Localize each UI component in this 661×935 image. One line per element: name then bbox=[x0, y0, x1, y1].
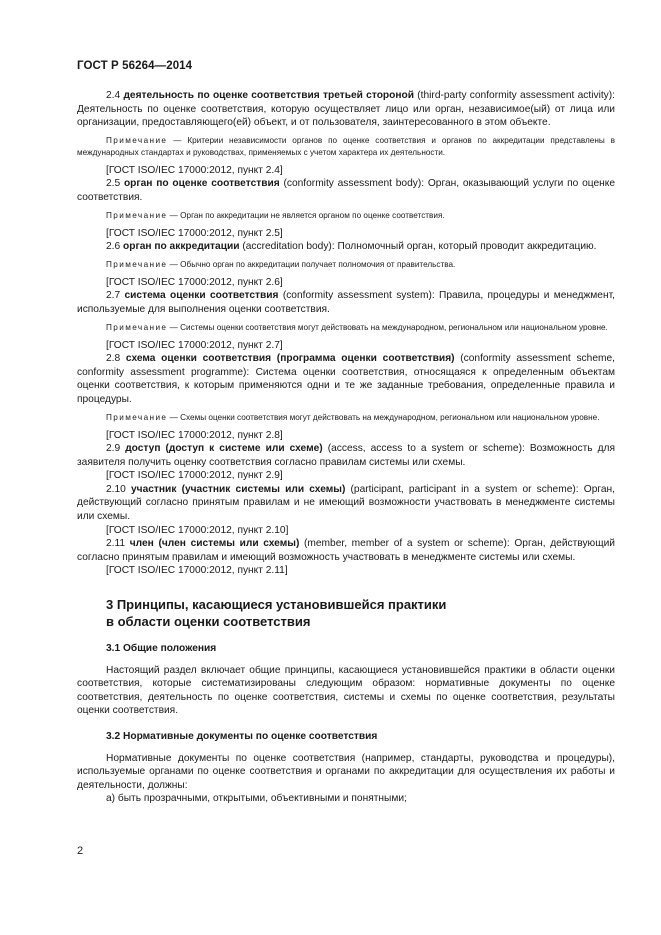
definition-english-term: (member, member of a system or scheme): bbox=[304, 538, 510, 550]
subsection-3-1-title: 3.1 Общие положения bbox=[106, 643, 217, 655]
source-reference: [ГОСТ ISO/IEC 17000:2012, пункт 2.7] bbox=[106, 339, 283, 351]
note: Примечание — Системы оценки соответствия могут действовать на международном, региональном или национальном уровне. bbox=[106, 322, 608, 332]
note-label: Примечание bbox=[106, 322, 168, 332]
section-3-title-line2: в области оценки соответствия bbox=[106, 614, 311, 630]
definition-number: 2.9 bbox=[106, 443, 121, 455]
definition-number: 2.6 bbox=[106, 241, 121, 253]
definition-english-term: (third-party conformity assessment activity): bbox=[417, 90, 615, 101]
source-reference: [ГОСТ ISO/IEC 17000:2012, пункт 2.5] bbox=[106, 227, 283, 239]
note-label: Примечание bbox=[106, 412, 168, 422]
definition-text: Правила, процедуры и менеджмент, используемые для выполнения оценки соответствия. bbox=[77, 290, 615, 315]
definition-number: 2.11 bbox=[106, 538, 126, 550]
section-3-title-line1: 3 Принципы, касающиеся установившейся практики bbox=[106, 597, 447, 613]
definition-english-term: (access, access to a system or scheme): bbox=[327, 443, 525, 455]
note-label: Примечание bbox=[106, 210, 168, 220]
definition-number: 2.8 bbox=[106, 353, 121, 365]
subsection-3-2-text: Нормативные документы по оценке соответствия (например, стандарты, руководства и процедуры), используемые органами по оценке соответствия и органами по аккредитации для осуществления их работы и деятельности, должны: bbox=[77, 752, 615, 791]
definition-2-5 bbox=[77, 177, 615, 204]
definition-number: 2.10 bbox=[106, 483, 126, 495]
definition-text: Полномочный орган, который проводит аккредитацию. bbox=[337, 241, 597, 253]
section-3-title bbox=[77, 596, 615, 630]
note-text: Схемы оценки соответствия могут действовать на международном, региональном или национальном уровне. bbox=[180, 412, 600, 422]
definition-term: доступ (доступ к системе или схеме) bbox=[125, 443, 323, 455]
source-reference: [ГОСТ ISO/IEC 17000:2012, пункт 2.8] bbox=[106, 429, 283, 441]
list-item-a: а) быть прозрачными, открытыми, объективными и понятными; bbox=[106, 793, 407, 805]
definition-2-4 bbox=[77, 89, 615, 130]
definition-term: участник (участник системы или схемы) bbox=[131, 483, 346, 495]
definition-2-9 bbox=[77, 442, 615, 469]
note: Примечание — Критерии независимости органов по оценке соответствия и органов по аккредитации представлены в международных стандартах и руководствах, применяемых с учетом характера их деятельности. bbox=[77, 135, 615, 157]
source-reference: [ГОСТ ISO/IEC 17000:2012, пункт 2.6] bbox=[106, 276, 283, 288]
definition-english-term: (conformity assessment body): bbox=[283, 178, 425, 190]
definition-2-11 bbox=[77, 537, 615, 564]
definition-number: 2.7 bbox=[106, 290, 121, 302]
note-text: Орган по аккредитации не является органом по оценке соответствия. bbox=[180, 210, 445, 220]
source-reference: [ГОСТ ISO/IEC 17000:2012, пункт 2.10] bbox=[106, 524, 289, 536]
source-reference: [ГОСТ ISO/IEC 17000:2012, пункт 2.11] bbox=[106, 565, 288, 577]
definition-english-term: (conformity assessment scheme, conformity assessment programme): bbox=[77, 353, 615, 378]
definition-term: орган по оценке соответствия bbox=[123, 178, 280, 190]
subsection-3-2-title: 3.2 Нормативные документы по оценке соответствия bbox=[106, 731, 378, 742]
definition-english-term: (accreditation body): bbox=[242, 241, 335, 253]
definition-2-7 bbox=[77, 289, 615, 316]
definition-english-term: (conformity assessment system): bbox=[282, 290, 435, 302]
note-label: Примечание bbox=[106, 135, 168, 145]
definition-text: Орган, оказывающий услуги по оценке соответствия. bbox=[77, 178, 616, 203]
definition-2-6 bbox=[77, 240, 615, 254]
note-text: Критерии независимости органов по оценке соответствия и органов по аккредитации представлены в международных стандартах и руководствах, применяемых с учетом характера их деятельности. bbox=[77, 135, 615, 157]
definition-text: Система оценки соответствия, относящаяся к определенным объектам оценки соответствия, к которым применяются одни и те же заданные требования, определенные правила и процедуры. bbox=[77, 366, 615, 405]
definition-term: система оценки соответствия bbox=[124, 290, 279, 302]
note-text: Обычно орган по аккредитации получает полномочия от правительства. bbox=[180, 259, 456, 269]
definition-term: орган по аккредитации bbox=[123, 241, 240, 253]
definition-text: Орган, действующий согласно принятым правилам и имеющий возможность участвовать в менеджменте системы или схемы. bbox=[77, 538, 615, 563]
note: Примечание — Орган по аккредитации не является органом по оценке соответствия. bbox=[106, 210, 445, 220]
definition-2-8 bbox=[77, 352, 615, 406]
definition-text: Орган, действующий согласно принятым правилам и не имеющий возможности участвовать в менеджменте системы или схемы. bbox=[77, 483, 615, 523]
source-reference: [ГОСТ ISO/IEC 17000:2012, пункт 2.4] bbox=[106, 164, 283, 176]
definition-term: схема оценки соответствия (программа оценки соответствия) bbox=[125, 353, 455, 365]
definition-text: Деятельность по оценке соответствия, которую осуществляет лицо или орган, независимое(ый) от лица или организации, предоставляющего(ей) объект, и от пользователя, заинтересованного в этом объекте. bbox=[77, 103, 615, 129]
source-reference: [ГОСТ ISO/IEC 17000:2012, пункт 2.9] bbox=[106, 470, 283, 482]
document-header: ГОСТ Р 56264—2014 bbox=[77, 60, 193, 72]
document-body bbox=[77, 89, 615, 806]
subsection-3-1-text: Настоящий раздел включает общие принципы, касающиеся установившейся практики в области оценки соответствия, которые систематизированы следующим образом: нормативные документы по оценке соответствия, деятельность по оценке соответствия, системы и схемы по оценке соответствия, результаты оценки соответствия. bbox=[77, 664, 615, 717]
definitions-list bbox=[77, 89, 615, 578]
note-text: Системы оценки соответствия могут действовать на международном, региональном или национальном уровне. bbox=[180, 322, 608, 332]
page-number: 2 bbox=[77, 845, 84, 857]
definition-2-10 bbox=[77, 483, 615, 524]
definition-english-term: (participant, participant in a system or scheme): bbox=[350, 483, 579, 495]
note-label: Примечание bbox=[106, 259, 168, 269]
note: Примечание — Обычно орган по аккредитации получает полномочия от правительства. bbox=[106, 259, 456, 269]
note: Примечание — Схемы оценки соответствия могут действовать на международном, региональном или национальном уровне. bbox=[106, 412, 600, 422]
definition-term: член (член системы или схемы) bbox=[129, 538, 300, 550]
definition-number: 2.4 bbox=[106, 90, 121, 101]
definition-text: Возможность для заявителя получить оценку соответствия согласно правилам системы или схемы. bbox=[77, 443, 615, 468]
definition-term: деятельность по оценке соответствия третьей стороной bbox=[123, 90, 415, 101]
definition-number: 2.5 bbox=[106, 178, 121, 190]
